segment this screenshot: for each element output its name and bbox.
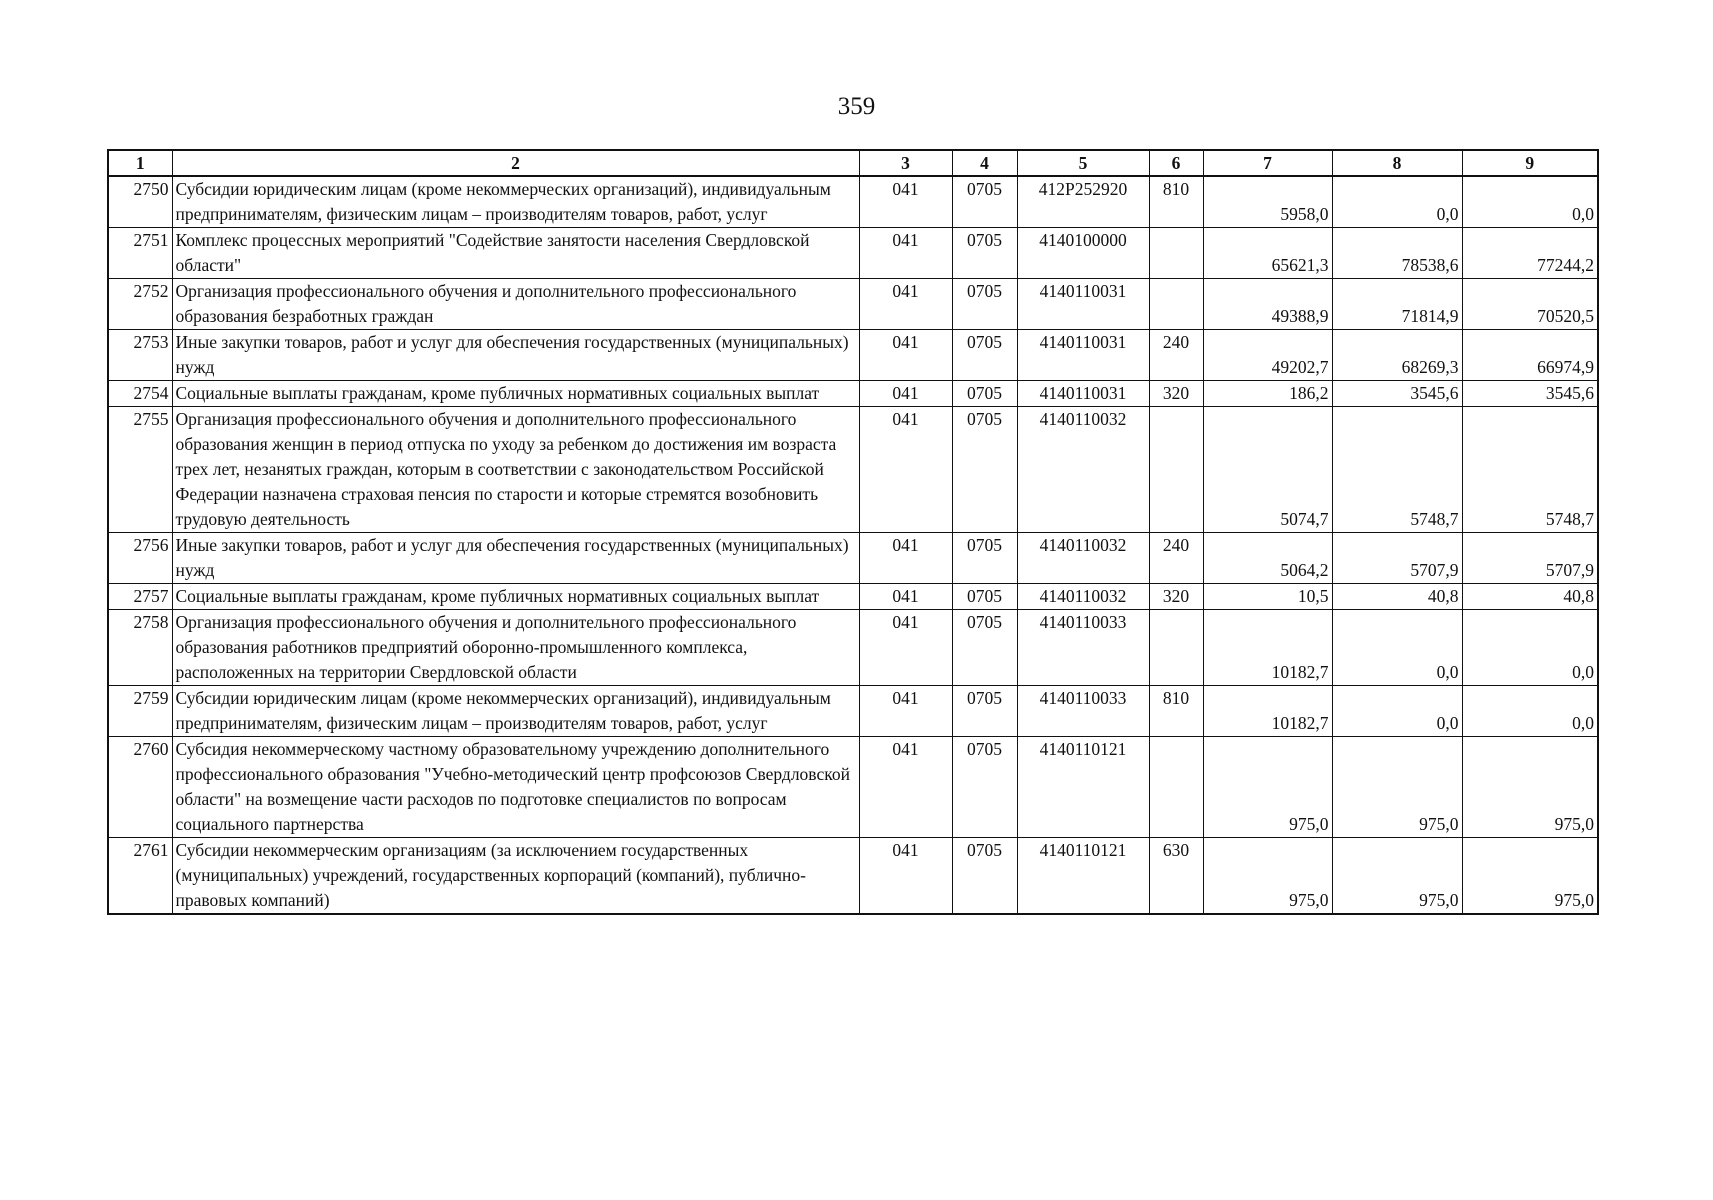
row-value-8: 78538,6 — [1332, 228, 1462, 279]
table-row — [108, 407, 1598, 533]
row-value-7: 10182,7 — [1203, 686, 1332, 737]
table-row — [108, 737, 1598, 838]
table-row — [108, 176, 1598, 228]
row-expense-type: 810 — [1149, 176, 1203, 228]
row-value-7: 5958,0 — [1203, 176, 1332, 228]
table-row — [108, 610, 1598, 686]
row-target-code: 4140100000 — [1017, 228, 1149, 279]
row-number: 2751 — [108, 228, 172, 279]
row-target-code: 4140110032 — [1017, 407, 1149, 533]
header-col-9: 9 — [1462, 150, 1598, 176]
row-name: Организация профессионального обучения и дополнительного профессионального образования женщин в период отпуска по уходу за ребенком до достижения им возраста трех лет, незанятых граждан, которым в соответствии с законодательством Российской Федерации назначена страховая пенсия по старости и которые стремятся возобновить трудовую деятельность — [172, 407, 859, 533]
row-expense-type: 810 — [1149, 686, 1203, 737]
row-section-code: 0705 — [952, 330, 1017, 381]
row-number: 2750 — [108, 176, 172, 228]
table-row — [108, 838, 1598, 915]
row-value-7: 65621,3 — [1203, 228, 1332, 279]
table-row — [108, 381, 1598, 407]
row-name: Организация профессионального обучения и дополнительного профессионального образования работников предприятий оборонно-промышленного комплекса, расположенных на территории Свердловской области — [172, 610, 859, 686]
row-expense-type: 240 — [1149, 533, 1203, 584]
row-expense-type — [1149, 407, 1203, 533]
row-expense-type: 320 — [1149, 584, 1203, 610]
row-section-code: 0705 — [952, 228, 1017, 279]
row-section-code: 0705 — [952, 838, 1017, 915]
row-value-9: 0,0 — [1462, 610, 1598, 686]
row-value-7: 975,0 — [1203, 737, 1332, 838]
row-section-code: 0705 — [952, 279, 1017, 330]
row-target-code: 4140110033 — [1017, 686, 1149, 737]
row-value-9: 70520,5 — [1462, 279, 1598, 330]
row-section-code: 0705 — [952, 737, 1017, 838]
row-target-code: 4140110031 — [1017, 279, 1149, 330]
row-admin-code: 041 — [859, 176, 952, 228]
page-number: 359 — [837, 93, 876, 120]
table-row — [108, 228, 1598, 279]
row-target-code: 4140110033 — [1017, 610, 1149, 686]
row-value-9: 3545,6 — [1462, 381, 1598, 407]
row-value-7: 186,2 — [1203, 381, 1332, 407]
row-section-code: 0705 — [952, 533, 1017, 584]
row-value-9: 0,0 — [1462, 176, 1598, 228]
row-target-code: 4140110121 — [1017, 737, 1149, 838]
row-section-code: 0705 — [952, 407, 1017, 533]
header-row — [108, 150, 1598, 176]
row-section-code: 0705 — [952, 610, 1017, 686]
row-expense-type — [1149, 228, 1203, 279]
row-expense-type: 240 — [1149, 330, 1203, 381]
row-target-code: 4140110031 — [1017, 330, 1149, 381]
row-admin-code: 041 — [859, 686, 952, 737]
row-expense-type — [1149, 279, 1203, 330]
row-number: 2756 — [108, 533, 172, 584]
row-number: 2759 — [108, 686, 172, 737]
row-admin-code: 041 — [859, 381, 952, 407]
row-number: 2753 — [108, 330, 172, 381]
row-number: 2758 — [108, 610, 172, 686]
table-row — [108, 330, 1598, 381]
row-value-8: 0,0 — [1332, 610, 1462, 686]
row-value-8: 0,0 — [1332, 176, 1462, 228]
table-row — [108, 533, 1598, 584]
row-number: 2761 — [108, 838, 172, 915]
row-value-8: 5707,9 — [1332, 533, 1462, 584]
row-admin-code: 041 — [859, 610, 952, 686]
row-number: 2760 — [108, 737, 172, 838]
header-col-1: 1 — [108, 150, 172, 176]
row-value-9: 5748,7 — [1462, 407, 1598, 533]
header-col-3: 3 — [859, 150, 952, 176]
row-number: 2755 — [108, 407, 172, 533]
row-value-7: 10,5 — [1203, 584, 1332, 610]
row-target-code: 4140110121 — [1017, 838, 1149, 915]
row-admin-code: 041 — [859, 228, 952, 279]
row-admin-code: 041 — [859, 533, 952, 584]
row-expense-type: 630 — [1149, 838, 1203, 915]
row-value-9: 77244,2 — [1462, 228, 1598, 279]
row-target-code: 4140110032 — [1017, 533, 1149, 584]
header-col-6: 6 — [1149, 150, 1203, 176]
row-admin-code: 041 — [859, 407, 952, 533]
table-row — [108, 584, 1598, 610]
row-name: Субсидии юридическим лицам (кроме некоммерческих организаций), индивидуальным предпринимателям, физическим лицам – производителям товаров, работ, услуг — [172, 686, 859, 737]
budget-table — [107, 149, 1599, 915]
header-col-4: 4 — [952, 150, 1017, 176]
row-name: Комплекс процессных мероприятий "Содействие занятости населения Свердловской области" — [172, 228, 859, 279]
row-value-8: 71814,9 — [1332, 279, 1462, 330]
row-value-8: 40,8 — [1332, 584, 1462, 610]
row-value-7: 10182,7 — [1203, 610, 1332, 686]
row-value-7: 49388,9 — [1203, 279, 1332, 330]
row-expense-type: 320 — [1149, 381, 1203, 407]
row-name: Иные закупки товаров, работ и услуг для обеспечения государственных (муниципальных) нужд — [172, 533, 859, 584]
row-expense-type — [1149, 610, 1203, 686]
row-number: 2754 — [108, 381, 172, 407]
row-value-9: 0,0 — [1462, 686, 1598, 737]
row-admin-code: 041 — [859, 737, 952, 838]
row-section-code: 0705 — [952, 584, 1017, 610]
row-value-9: 66974,9 — [1462, 330, 1598, 381]
row-value-7: 975,0 — [1203, 838, 1332, 915]
row-value-8: 975,0 — [1332, 838, 1462, 915]
row-number: 2752 — [108, 279, 172, 330]
row-target-code: 4140110032 — [1017, 584, 1149, 610]
row-value-9: 975,0 — [1462, 737, 1598, 838]
row-target-code: 4140110031 — [1017, 381, 1149, 407]
row-admin-code: 041 — [859, 330, 952, 381]
row-name: Субсидия некоммерческому частному образовательному учреждению дополнительного профессионального образования "Учебно-методический центр профсоюзов Свердловской области" на возмещение части расходов по подготовке специалистов по вопросам социального партнерства — [172, 737, 859, 838]
row-value-8: 68269,3 — [1332, 330, 1462, 381]
row-value-7: 5074,7 — [1203, 407, 1332, 533]
row-admin-code: 041 — [859, 279, 952, 330]
row-name: Социальные выплаты гражданам, кроме публичных нормативных социальных выплат — [172, 381, 859, 407]
row-value-7: 5064,2 — [1203, 533, 1332, 584]
row-target-code: 412Р252920 — [1017, 176, 1149, 228]
row-name: Социальные выплаты гражданам, кроме публичных нормативных социальных выплат — [172, 584, 859, 610]
row-value-9: 40,8 — [1462, 584, 1598, 610]
row-admin-code: 041 — [859, 838, 952, 915]
row-value-8: 3545,6 — [1332, 381, 1462, 407]
row-value-9: 975,0 — [1462, 838, 1598, 915]
header-col-8: 8 — [1332, 150, 1462, 176]
row-value-8: 0,0 — [1332, 686, 1462, 737]
row-name: Иные закупки товаров, работ и услуг для обеспечения государственных (муниципальных) нужд — [172, 330, 859, 381]
row-value-7: 49202,7 — [1203, 330, 1332, 381]
table-row — [108, 686, 1598, 737]
header-col-7: 7 — [1203, 150, 1332, 176]
row-section-code: 0705 — [952, 686, 1017, 737]
row-admin-code: 041 — [859, 584, 952, 610]
row-value-8: 975,0 — [1332, 737, 1462, 838]
row-value-8: 5748,7 — [1332, 407, 1462, 533]
row-number: 2757 — [108, 584, 172, 610]
row-name: Организация профессионального обучения и дополнительного профессионального образования безработных граждан — [172, 279, 859, 330]
table-row — [108, 279, 1598, 330]
row-section-code: 0705 — [952, 176, 1017, 228]
row-name: Субсидии юридическим лицам (кроме некоммерческих организаций), индивидуальным предпринимателям, физическим лицам – производителям товаров, работ, услуг — [172, 176, 859, 228]
row-expense-type — [1149, 737, 1203, 838]
header-col-2: 2 — [172, 150, 859, 176]
row-value-9: 5707,9 — [1462, 533, 1598, 584]
header-col-5: 5 — [1017, 150, 1149, 176]
row-name: Субсидии некоммерческим организациям (за исключением государственных (муниципальных) учреждений, государственных корпораций (компаний), публично-правовых компаний) — [172, 838, 859, 915]
row-section-code: 0705 — [952, 381, 1017, 407]
